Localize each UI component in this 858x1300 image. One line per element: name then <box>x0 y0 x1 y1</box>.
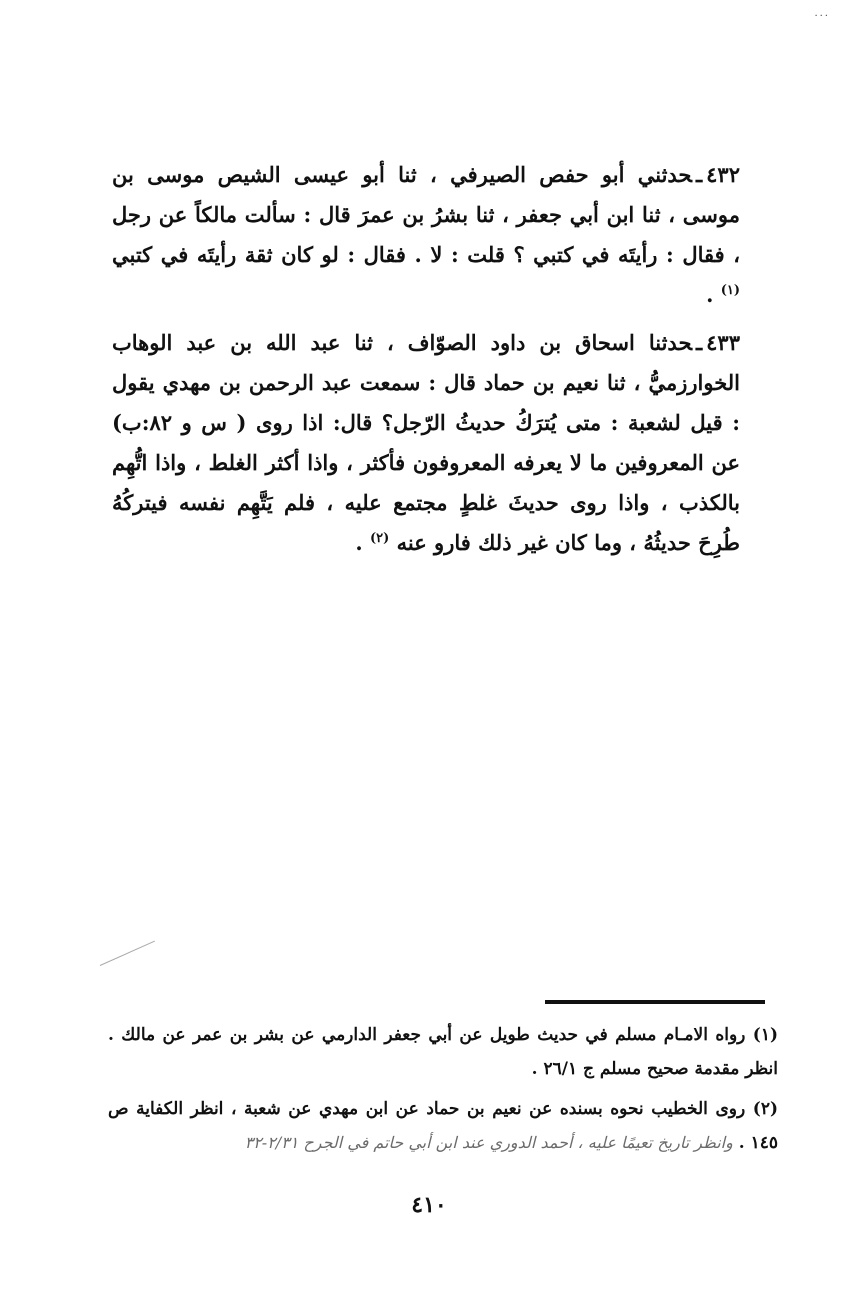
hadith-number: ٤٣٢ <box>706 162 740 187</box>
footnote-ref: (٢) <box>370 531 390 546</box>
pencil-stroke <box>100 941 155 966</box>
footnotes <box>108 1018 778 1160</box>
footnote-marker: (٢) <box>752 1099 778 1119</box>
dash-separator: ـ <box>696 162 703 187</box>
handwritten-note: وانظر تاريخ تعيمًا عليه ، أحمد الدوري عند ابن أبي حاتم في الجرح ٢/٣١-٣٢ <box>244 1133 733 1152</box>
dash-separator: ـ <box>696 330 703 355</box>
hadith-end: . <box>355 530 363 555</box>
main-text <box>112 155 740 563</box>
hadith-432 <box>112 155 740 315</box>
hadith-number: ٤٣٣ <box>706 330 740 355</box>
footnote-text: رواه الامـام مسلم في حديث طويل عن أبي جعفر الدارمي عن بشر بن عمر عن مالك . انظر مقدمة صحيح مسلم ج ٢٦/١ . <box>108 1025 778 1079</box>
hadith-text: حدثنا اسحاق بن داود الصوّاف ، ثنا عبد الله بن عبد الوهاب الخوارزميُّ ، ثنا نعيم بن حماد قال : سمعت عبد الرحمن بن مهدي يقول : قيل لشعبة : متى يُترَكُ حديثُ الرّجل؟ قال: اذا روى ( س و ٨٢:ب) عن المعروفين ما لا يعرفه المعروفون فأكثر ، واذا أكثر الغلط ، واذا اتُّهِم بالكذب ، واذا روى حديثَ غلطٍ مجتمع عليه ، فلم يَتَّهِم نفسه فيتركُهُ طُرِحَ حديثُهُ ، وما كان غير ذلك فارو عنه <box>112 330 740 555</box>
footnote-text: روى الخطيب نحوه بسنده عن نعيم بن حماد عن ابن مهدي عن شعبة ، انظر الكفاية ص ١٤٥ . <box>108 1099 778 1153</box>
hadith-433 <box>112 323 740 563</box>
page-number: ٤١٠ <box>411 1192 447 1218</box>
hadith-text: حدثني أبو حفص الصيرفي ، ثنا أبو عيسى الشيص موسى بن موسى ، ثنا ابن أبي جعفر ، ثنا بشرُ بن عمرَ قال : سألت مالكاً عن رجل ، فقال : رأيتَه في كتبي ؟ قلت : لا . فقال : لو كان ثقة رأيتَه في كتبي <box>112 162 740 267</box>
footnote-marker: (١) <box>752 1025 778 1045</box>
corner-mark: ... <box>814 8 830 19</box>
footnote-1 <box>108 1018 778 1086</box>
hadith-end: . <box>706 282 714 307</box>
footnote-divider <box>545 1000 765 1004</box>
footnote-ref: (١) <box>720 283 740 298</box>
footnote-2 <box>108 1092 778 1160</box>
